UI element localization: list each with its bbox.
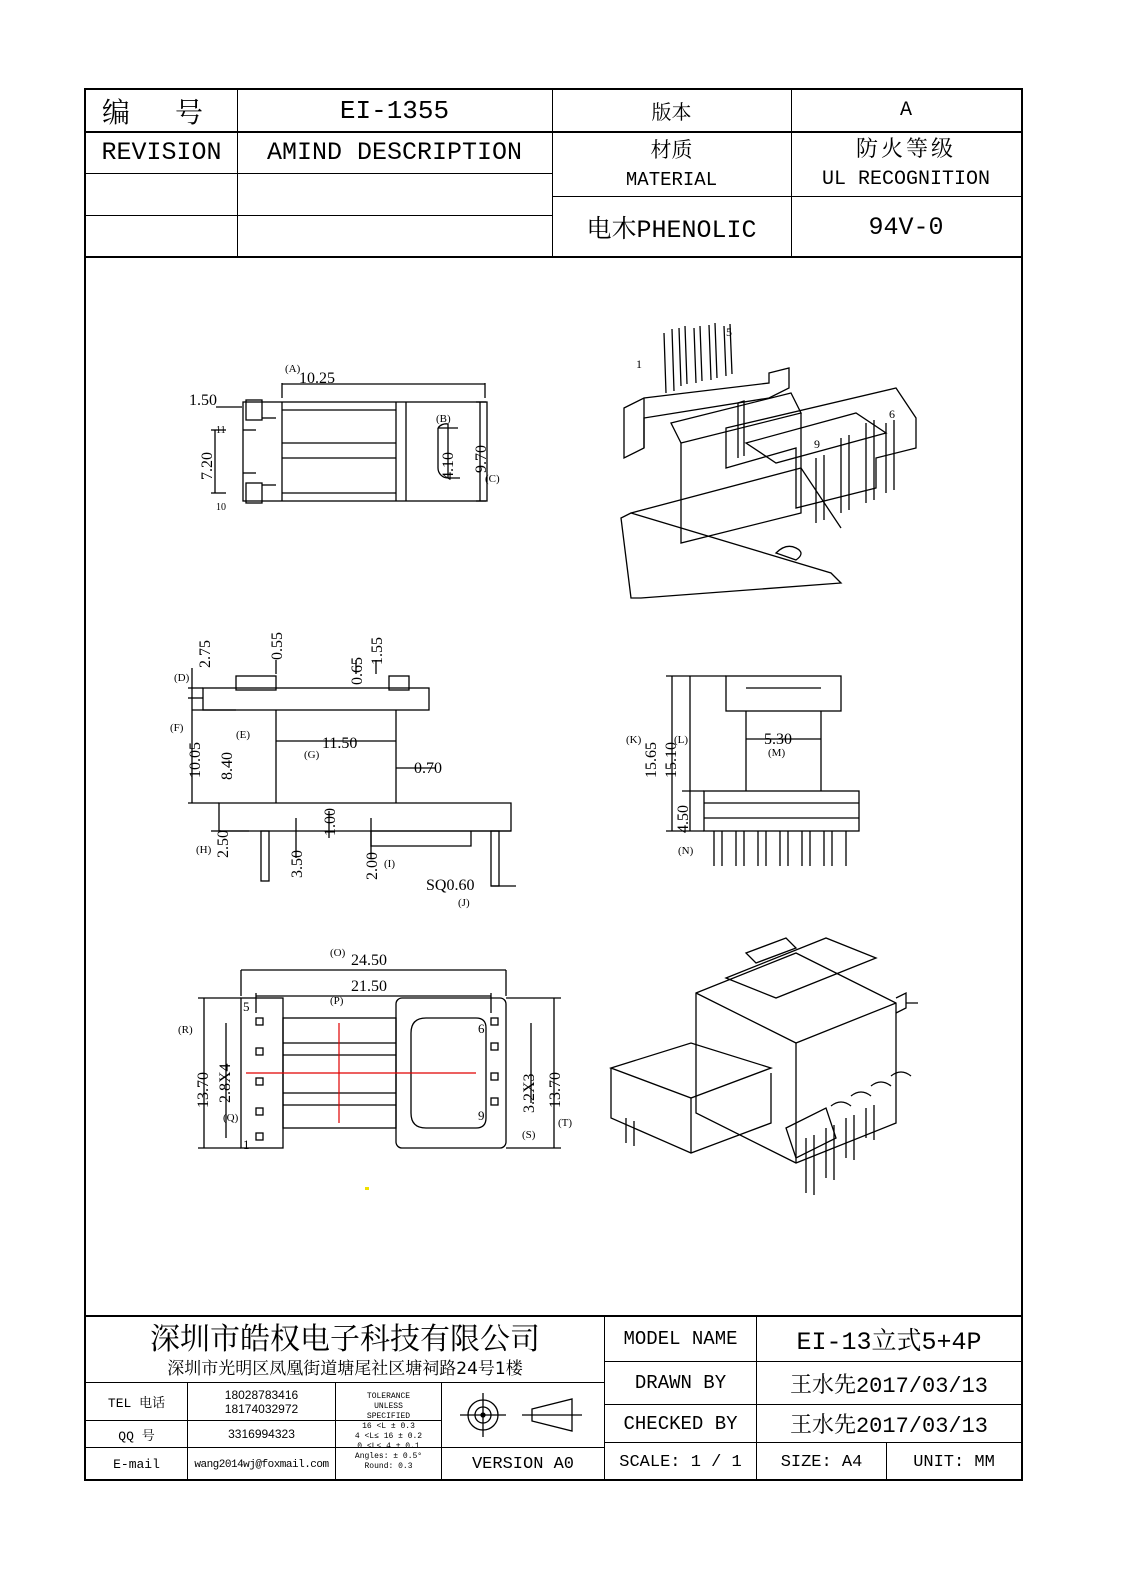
ul-en: UL RECOGNITION [821,167,991,191]
dim-d: 2.75 [197,640,214,668]
scale-value: SCALE: 1 / 1 [619,1452,742,1472]
header-table [86,90,1021,258]
dim-side-100: 1.00 [322,808,339,836]
dim-m: 5.30 [764,731,792,748]
tag-d: (D) [174,672,190,684]
tag-b: (B) [436,413,451,425]
tel-1: 18028783416 [224,1387,299,1402]
model-label: MODEL NAME [623,1328,738,1350]
pin-11: 11 [216,425,226,436]
title-block [86,1315,1021,1481]
model-value: EI-13立式5+4P [796,1328,982,1357]
yellow-mark [365,1187,369,1190]
dim-side-350: 3.50 [289,850,306,878]
tel-values [188,1383,335,1420]
dim-t: 13.70 [547,1072,564,1108]
dim-k: 15.65 [643,742,660,778]
dim-r: 13.70 [195,1072,212,1108]
size-value: SIZE: A4 [780,1452,863,1472]
end-view [666,676,859,866]
code-label: 编 号 [102,95,221,129]
tolerance-note: TOLERANCE UNLESS SPECIFIED 16 <L ± 0.3 4 <L≤ 16 ± 0.2 0 <L≤ 4 ± 0.1 Angles: ± 0.5° Round: 0.3 [354,1392,423,1471]
tag-g: (G) [304,749,320,761]
qq-label: QQ 号 [118,1428,155,1444]
bv-pin-6: 6 [478,1021,485,1036]
tag-e: (E) [236,729,251,741]
dim-side-065: 0.65 [349,657,366,685]
tag-i: (I) [384,858,395,870]
tag-o: (O) [330,947,346,959]
material-cn: 材质 [650,138,693,162]
tag-a: (A) [285,363,301,375]
company-name: 深圳市皓权电子科技有限公司 [150,1322,540,1357]
checked-label: CHECKED BY [623,1412,738,1435]
dim-e: 8.40 [219,752,236,780]
dim-side-055: 0.55 [269,632,286,660]
tag-h: (H) [196,844,212,856]
dim-top-2: 7.20 [199,452,216,480]
material-en: MATERIAL [625,169,718,191]
pin-10: 10 [216,502,226,513]
iso-pin-1: 1 [636,357,642,371]
iso-pin-6: 6 [889,407,895,421]
version-value: A [899,99,912,122]
drawing-sheet [84,88,1023,1481]
dim-j: SQ0.60 [426,877,475,894]
dim-o: 24.50 [351,952,387,969]
side-view [188,660,516,886]
version-label: 版本 [651,100,692,124]
material-value: 电木PHENOLIC [586,216,757,245]
drawn-label: DRAWN BY [634,1372,727,1394]
dim-side-155: 1.55 [369,637,386,665]
dim-side-070: 0.70 [414,760,442,777]
code-value: EI-1355 [339,95,450,126]
company-address: 深圳市光明区凤凰街道塘尾社区塘祠路24号1楼 [167,1358,523,1379]
bv-pin-5: 5 [243,999,250,1014]
iso-top-view [621,323,916,598]
top-view [211,383,487,503]
dim-a: 10.25 [299,370,335,387]
bv-pin-1: 1 [243,1137,250,1152]
dim-g: 11.50 [322,735,358,752]
tag-m: (M) [768,747,786,759]
dim-f: 10.05 [187,742,204,778]
dim-top-1: 1.50 [189,392,217,409]
qq-value: 3316994323 [228,1427,295,1441]
iso-pin-9: 9 [814,437,820,451]
dim-q: 2.8X4 [217,1063,234,1103]
tag-f: (F) [170,722,184,734]
email-label: E-mail [113,1457,160,1472]
projection-symbol [442,1385,602,1445]
tag-j: (J) [458,897,470,909]
drawn-value: 王水先2017/03/13 [789,1373,989,1399]
dim-i: 2.00 [364,852,381,880]
tel-2: 18174032972 [224,1401,299,1416]
tag-r: (R) [178,1024,193,1036]
revision-label: REVISION [101,138,222,167]
tag-s: (S) [522,1129,536,1141]
tag-p: (P) [330,995,344,1007]
dim-p: 21.50 [351,978,387,995]
unit-value: UNIT: MM [913,1452,995,1472]
ul-value: 94V-0 [868,212,944,242]
iso-bottom-view [611,938,918,1195]
dim-s: 3.2X3 [521,1073,538,1113]
amend-label: AMIND DESCRIPTION [266,138,523,167]
tag-q: (Q) [223,1112,239,1124]
email-value: wang2014wj@foxmail.com [194,1458,329,1471]
tag-k: (K) [626,734,642,746]
tag-n: (N) [678,845,694,857]
tel-label: TEL 电话 [107,1396,166,1411]
checked-value: 王水先2017/03/13 [789,1414,989,1439]
tag-t: (T) [558,1117,573,1129]
tag-c: (C) [485,473,500,485]
drawing-area [86,258,1021,1315]
dim-h: 2.50 [215,830,232,858]
bv-pin-9: 9 [478,1108,485,1123]
bottom-view-centerlines [246,1023,476,1123]
version-label: VERSION A0 [471,1455,575,1474]
dim-n: 4.50 [675,805,692,833]
dim-b: 4.10 [440,452,457,480]
ul-cn: 防火等级 [855,136,956,162]
bottom-view [198,970,561,1148]
iso-pin-5: 5 [726,325,732,339]
dim-l: 15.10 [663,742,680,778]
dim-c: 9.70 [473,445,490,473]
tag-l: (L) [674,734,689,746]
